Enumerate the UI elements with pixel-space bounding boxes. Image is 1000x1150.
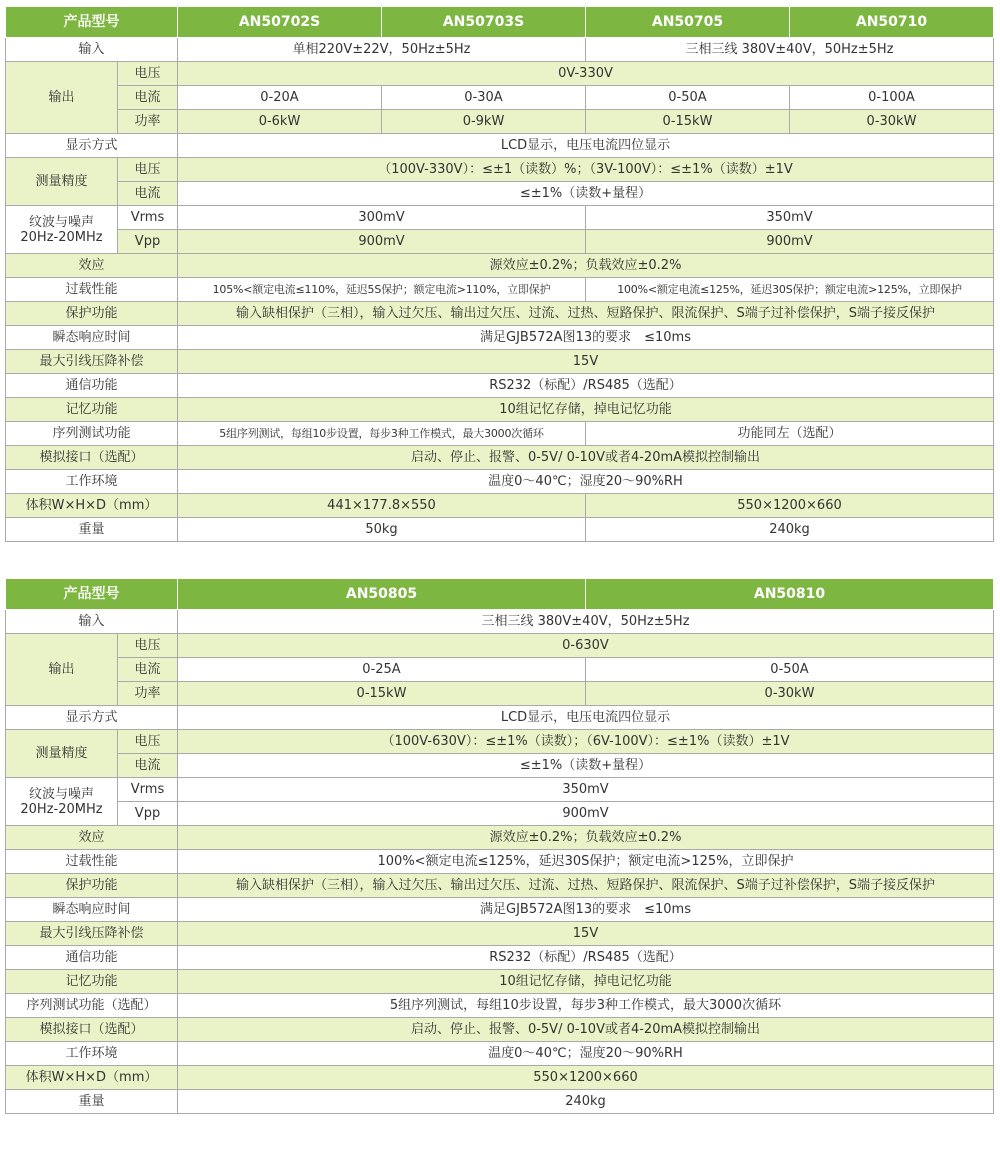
output-current-value: 0-100A — [790, 86, 994, 110]
weight-row — [6, 1090, 994, 1114]
response-value: 满足GJB572A图13的要求 ≤10ms — [178, 898, 994, 922]
spec-table-an507 — [5, 6, 994, 542]
accuracy-voltage-row — [6, 158, 994, 182]
accuracy-current-label: 电流 — [118, 754, 178, 778]
response-value: 满足GJB572A图13的要求 ≤10ms — [178, 326, 994, 350]
input-row — [6, 38, 994, 62]
analog-label: 模拟接口（选配） — [6, 446, 178, 470]
environment-label: 工作环境 — [6, 470, 178, 494]
display-row — [6, 134, 994, 158]
overload-row — [6, 278, 994, 302]
compensation-row — [6, 350, 994, 374]
environment-row — [6, 1042, 994, 1066]
display-label: 显示方式 — [6, 706, 178, 730]
comm-value: RS232（标配）/RS485（选配） — [178, 374, 994, 398]
output-current-value: 0-20A — [178, 86, 382, 110]
memory-value: 10组记忆存储，掉电记忆功能 — [178, 970, 994, 994]
analog-label: 模拟接口（选配） — [6, 1018, 178, 1042]
ripple-range: 20Hz-20MHz — [20, 801, 103, 817]
product-model-label: 产品型号 — [6, 7, 178, 38]
comm-label: 通信功能 — [6, 374, 178, 398]
protection-label: 保护功能 — [6, 302, 178, 326]
output-current-label: 电流 — [118, 86, 178, 110]
header-row — [6, 579, 994, 610]
output-current-value: 0-30A — [382, 86, 586, 110]
comm-value: RS232（标配）/RS485（选配） — [178, 946, 994, 970]
ripple-vpp-value: 900mV — [178, 230, 586, 254]
output-label: 输出 — [6, 62, 118, 134]
sequence-value: 5组序列测试，每组10步设置，每步3种工作模式，最大3000次循环 — [178, 994, 994, 1018]
output-power-value: 0-30kW — [790, 110, 994, 134]
volume-right: 550×1200×660 — [586, 494, 994, 518]
ripple-vrms-row — [6, 778, 994, 802]
ripple-vrms-value: 300mV — [178, 206, 586, 230]
environment-label: 工作环境 — [6, 1042, 178, 1066]
memory-value: 10组记忆存储，掉电记忆功能 — [178, 398, 994, 422]
volume-value: 550×1200×660 — [178, 1066, 994, 1090]
sequence-label: 序列测试功能 — [6, 422, 178, 446]
ripple-vpp-row — [6, 230, 994, 254]
memory-row — [6, 970, 994, 994]
accuracy-current-value: ≤±1%（读数+量程） — [178, 182, 994, 206]
effect-label: 效应 — [6, 826, 178, 850]
response-row — [6, 326, 994, 350]
display-row — [6, 706, 994, 730]
accuracy-label: 测量精度 — [6, 730, 118, 778]
sequence-row — [6, 422, 994, 446]
weight-row — [6, 518, 994, 542]
protection-value: 输入缺相保护（三相），输入过欠压、输出过欠压、过流、过热、短路保护、限流保护、S端子过补偿保护，S端子接反保护 — [178, 874, 994, 898]
output-power-value: 0-15kW — [586, 110, 790, 134]
effect-value: 源效应±0.2%；负载效应±0.2% — [178, 826, 994, 850]
spec-table-an508 — [5, 578, 994, 1114]
protection-row — [6, 874, 994, 898]
output-voltage-row — [6, 62, 994, 86]
effect-row — [6, 254, 994, 278]
ripple-vrms-label: Vrms — [118, 206, 178, 230]
model-an50702s: AN50702S — [178, 7, 382, 38]
compensation-label: 最大引线压降补偿 — [6, 922, 178, 946]
output-power-label: 功率 — [118, 110, 178, 134]
output-power-value: 0-15kW — [178, 682, 586, 706]
ripple-vrms-value: 350mV — [178, 778, 994, 802]
ripple-title: 纹波与噪声 — [28, 786, 94, 802]
ripple-title: 纹波与噪声 — [28, 214, 94, 230]
sequence-label: 序列测试功能（选配） — [6, 994, 178, 1018]
accuracy-voltage-label: 电压 — [118, 730, 178, 754]
ripple-vpp-value: 900mV — [178, 802, 994, 826]
model-an50710: AN50710 — [790, 7, 994, 38]
effect-value: 源效应±0.2%；负载效应±0.2% — [178, 254, 994, 278]
accuracy-label: 测量精度 — [6, 158, 118, 206]
environment-value: 温度0～40℃；湿度20～90%RH — [178, 470, 994, 494]
compensation-value: 15V — [178, 350, 994, 374]
ripple-label — [6, 778, 118, 826]
input-label: 输入 — [6, 610, 178, 634]
model-an50805: AN50805 — [178, 579, 586, 610]
output-voltage-row — [6, 634, 994, 658]
comm-row — [6, 374, 994, 398]
environment-row — [6, 470, 994, 494]
memory-row — [6, 398, 994, 422]
output-voltage-value: 0V-330V — [178, 62, 994, 86]
input-single-phase: 单相220V±22V，50Hz±5Hz — [178, 38, 586, 62]
output-current-row — [6, 658, 994, 682]
analog-value: 启动、停止、报警、0-5V/ 0-10V或者4-20mA模拟控制输出 — [178, 1018, 994, 1042]
volume-label: 体积W×H×D（mm） — [6, 494, 178, 518]
ripple-vpp-label: Vpp — [118, 802, 178, 826]
accuracy-current-value: ≤±1%（读数+量程） — [178, 754, 994, 778]
volume-row — [6, 494, 994, 518]
input-label: 输入 — [6, 38, 178, 62]
accuracy-voltage-value: （100V-330V）：≤±1（读数）%；（3V-100V）：≤±1%（读数）±1V — [178, 158, 994, 182]
output-power-value: 0-30kW — [586, 682, 994, 706]
display-value: LCD显示，电压电流四位显示 — [178, 134, 994, 158]
overload-label: 过载性能 — [6, 278, 178, 302]
weight-label: 重量 — [6, 1090, 178, 1114]
comm-label: 通信功能 — [6, 946, 178, 970]
output-current-label: 电流 — [118, 658, 178, 682]
output-current-value: 0-50A — [586, 86, 790, 110]
volume-left: 441×177.8×550 — [178, 494, 586, 518]
memory-label: 记忆功能 — [6, 398, 178, 422]
response-row — [6, 898, 994, 922]
environment-value: 温度0～40℃；湿度20～90%RH — [178, 1042, 994, 1066]
volume-label: 体积W×H×D（mm） — [6, 1066, 178, 1090]
model-an50705: AN50705 — [586, 7, 790, 38]
display-label: 显示方式 — [6, 134, 178, 158]
memory-label: 记忆功能 — [6, 970, 178, 994]
accuracy-current-row — [6, 182, 994, 206]
ripple-range: 20Hz-20MHz — [20, 229, 103, 245]
input-row — [6, 610, 994, 634]
accuracy-voltage-row — [6, 730, 994, 754]
model-an50810: AN50810 — [586, 579, 994, 610]
ripple-vpp-row — [6, 802, 994, 826]
accuracy-current-label: 电流 — [118, 182, 178, 206]
overload-right: 100%<额定电流≤125%，延迟30S保护；额定电流>125%，立即保护 — [586, 278, 994, 302]
accuracy-current-row — [6, 754, 994, 778]
output-power-row — [6, 682, 994, 706]
product-model-label: 产品型号 — [6, 579, 178, 610]
display-value: LCD显示，电压电流四位显示 — [178, 706, 994, 730]
model-an50703s: AN50703S — [382, 7, 586, 38]
overload-label: 过载性能 — [6, 850, 178, 874]
effect-label: 效应 — [6, 254, 178, 278]
protection-value: 输入缺相保护（三相），输入过欠压、输出过欠压、过流、过热、短路保护、限流保护、S端子过补偿保护，S端子接反保护 — [178, 302, 994, 326]
protection-label: 保护功能 — [6, 874, 178, 898]
output-current-value: 0-25A — [178, 658, 586, 682]
overload-left: 105%<额定电流≤110%，延迟5S保护；额定电流>110%，立即保护 — [178, 278, 586, 302]
input-value: 三相三线 380V±40V，50Hz±5Hz — [178, 610, 994, 634]
analog-value: 启动、停止、报警、0-5V/ 0-10V或者4-20mA模拟控制输出 — [178, 446, 994, 470]
compensation-label: 最大引线压降补偿 — [6, 350, 178, 374]
effect-row — [6, 826, 994, 850]
weight-label: 重量 — [6, 518, 178, 542]
output-voltage-label: 电压 — [118, 634, 178, 658]
ripple-label — [6, 206, 118, 254]
output-power-value: 0-9kW — [382, 110, 586, 134]
output-power-row — [6, 110, 994, 134]
sequence-left: 5组序列测试，每组10步设置，每步3种工作模式，最大3000次循环 — [178, 422, 586, 446]
output-current-value: 0-50A — [586, 658, 994, 682]
output-label: 输出 — [6, 634, 118, 706]
output-power-value: 0-6kW — [178, 110, 382, 134]
weight-right: 240kg — [586, 518, 994, 542]
sequence-right: 功能同左（选配） — [586, 422, 994, 446]
analog-row — [6, 446, 994, 470]
overload-row — [6, 850, 994, 874]
accuracy-voltage-value: （100V-630V）：≤±1%（读数）；（6V-100V）：≤±1%（读数）±1V — [178, 730, 994, 754]
weight-left: 50kg — [178, 518, 586, 542]
output-power-label: 功率 — [118, 682, 178, 706]
weight-value: 240kg — [178, 1090, 994, 1114]
ripple-vpp-value: 900mV — [586, 230, 994, 254]
ripple-vrms-row — [6, 206, 994, 230]
header-row — [6, 7, 994, 38]
accuracy-voltage-label: 电压 — [118, 158, 178, 182]
ripple-vpp-label: Vpp — [118, 230, 178, 254]
response-label: 瞬态响应时间 — [6, 326, 178, 350]
analog-row — [6, 1018, 994, 1042]
output-voltage-label: 电压 — [118, 62, 178, 86]
ripple-vrms-label: Vrms — [118, 778, 178, 802]
response-label: 瞬态响应时间 — [6, 898, 178, 922]
volume-row — [6, 1066, 994, 1090]
ripple-vrms-value: 350mV — [586, 206, 994, 230]
protection-row — [6, 302, 994, 326]
comm-row — [6, 946, 994, 970]
output-current-row — [6, 86, 994, 110]
overload-value: 100%<额定电流≤125%，延迟30S保护；额定电流>125%，立即保护 — [178, 850, 994, 874]
input-three-phase: 三相三线 380V±40V，50Hz±5Hz — [586, 38, 994, 62]
sequence-row — [6, 994, 994, 1018]
output-voltage-value: 0-630V — [178, 634, 994, 658]
compensation-row — [6, 922, 994, 946]
compensation-value: 15V — [178, 922, 994, 946]
